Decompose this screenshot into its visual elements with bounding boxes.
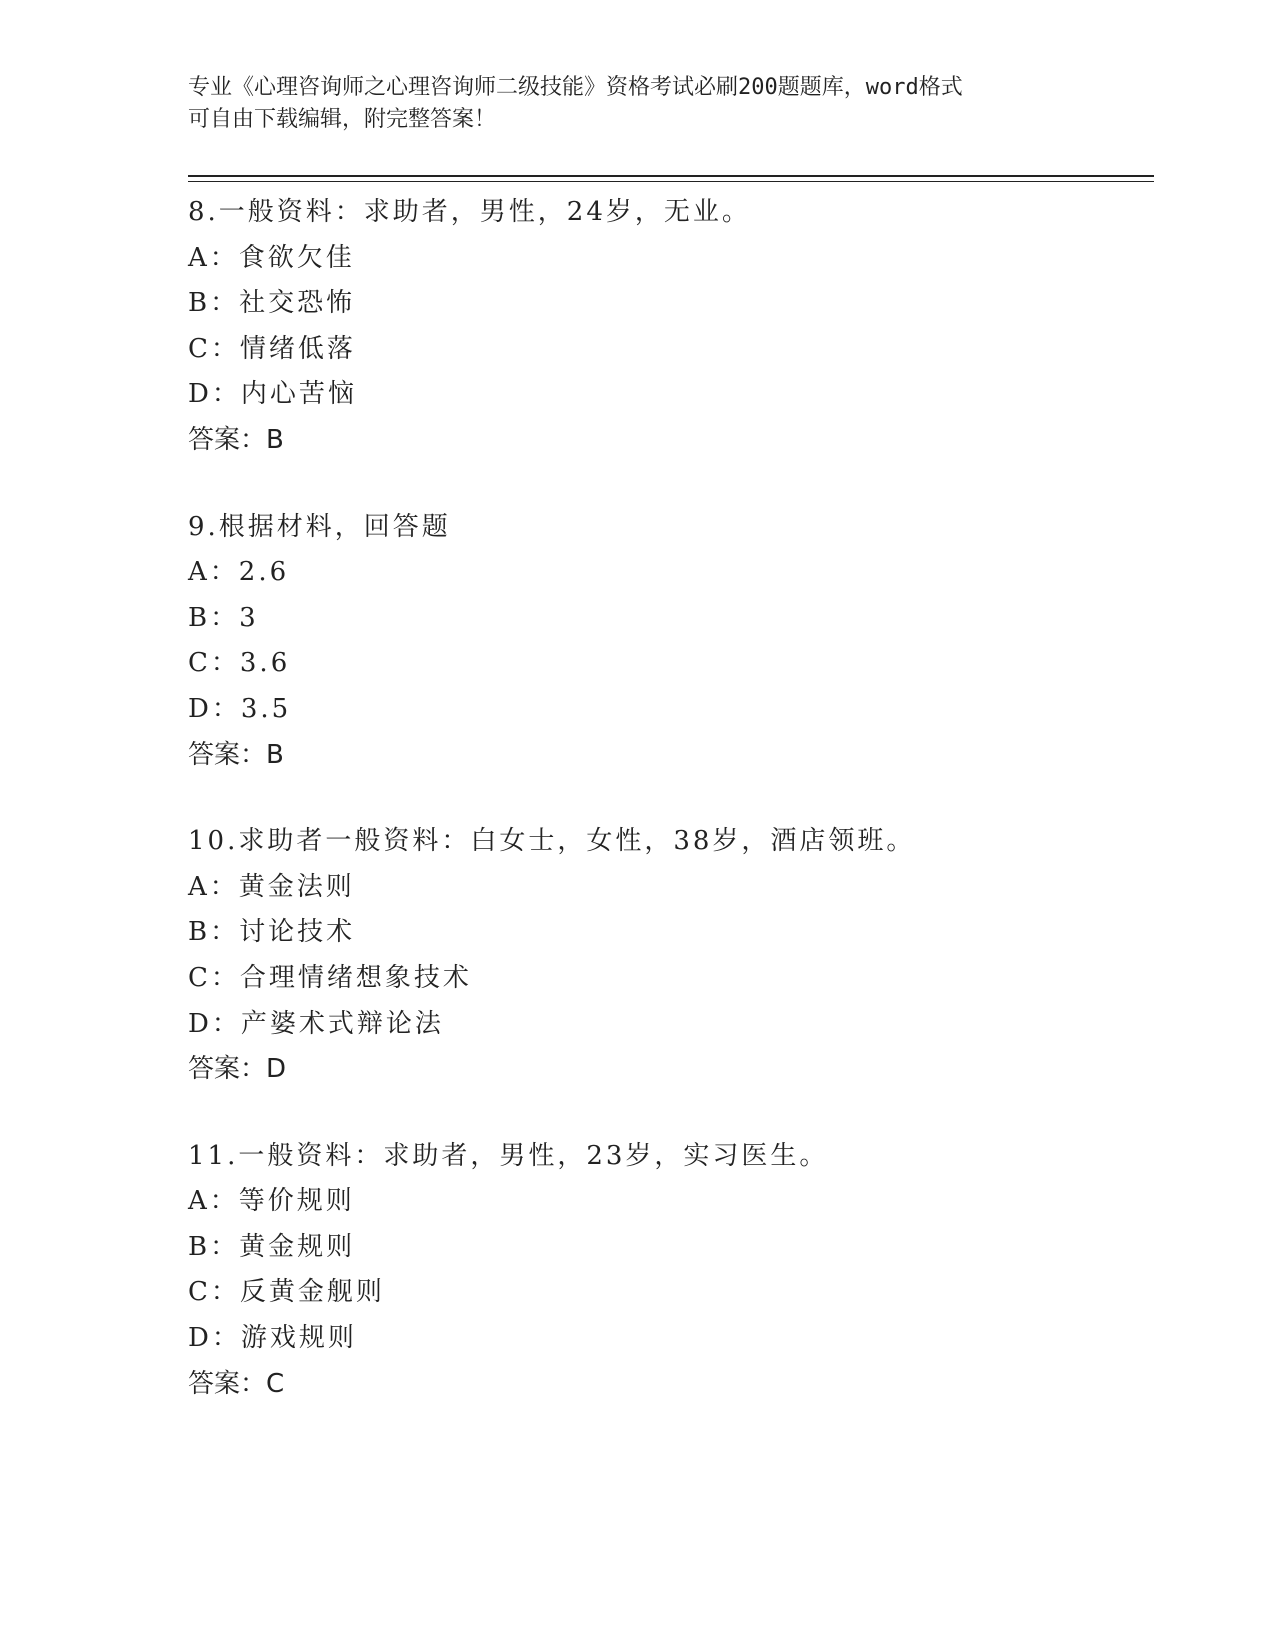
- header-line-2: 可自由下载编辑，附完整答案！: [188, 107, 497, 132]
- question-stem: 8.一般资料：求助者，男性，24岁，无业。: [188, 197, 751, 227]
- option-d: D：产婆术式辩论法: [188, 1008, 444, 1039]
- option-c: C：反黄金舰则: [188, 1277, 385, 1308]
- option-a: A：黄金法则: [188, 871, 355, 902]
- question-8: [188, 190, 1148, 464]
- document-header: [188, 72, 1088, 136]
- answer-line: 答案：B: [188, 739, 284, 770]
- option-c: C：合理情绪想象技术: [188, 962, 472, 993]
- option-b: B：讨论技术: [188, 917, 356, 948]
- option-b: B：黄金规则: [188, 1231, 356, 1262]
- option-a: A：等价规则: [188, 1186, 355, 1217]
- question-10: [188, 819, 1148, 1093]
- option-c: C：3.6: [188, 648, 291, 679]
- answer-line: 答案：D: [188, 1054, 287, 1085]
- question-11: [188, 1134, 1148, 1408]
- header-divider-thin: [188, 181, 1154, 182]
- header-line-1: 专业《心理咨询师之心理咨询师二级技能》资格考试必刷200题题库，word格式: [188, 75, 963, 100]
- question-list: [188, 190, 1148, 1448]
- option-d: D：内心苦恼: [188, 379, 357, 410]
- option-a: A：食欲欠佳: [188, 242, 355, 273]
- header-divider-thick: [188, 175, 1154, 177]
- option-b: B：社交恐怖: [188, 288, 356, 319]
- question-stem: 9.根据材料，回答题: [188, 511, 451, 542]
- option-b: B：3: [188, 602, 259, 633]
- question-9: [188, 505, 1148, 779]
- answer-line: 答案：C: [188, 1368, 285, 1399]
- question-stem: 11.一般资料：求助者，男性，23岁，实习医生。: [188, 1140, 829, 1171]
- answer-line: 答案：B: [188, 424, 284, 455]
- option-a: A：2.6: [188, 557, 290, 588]
- option-c: C：情绪低落: [188, 333, 356, 364]
- question-stem: 10.求助者一般资料：白女士，女性，38岁，酒店领班。: [188, 826, 916, 857]
- option-d: D：游戏规则: [188, 1323, 357, 1354]
- option-d: D：3.5: [188, 693, 292, 724]
